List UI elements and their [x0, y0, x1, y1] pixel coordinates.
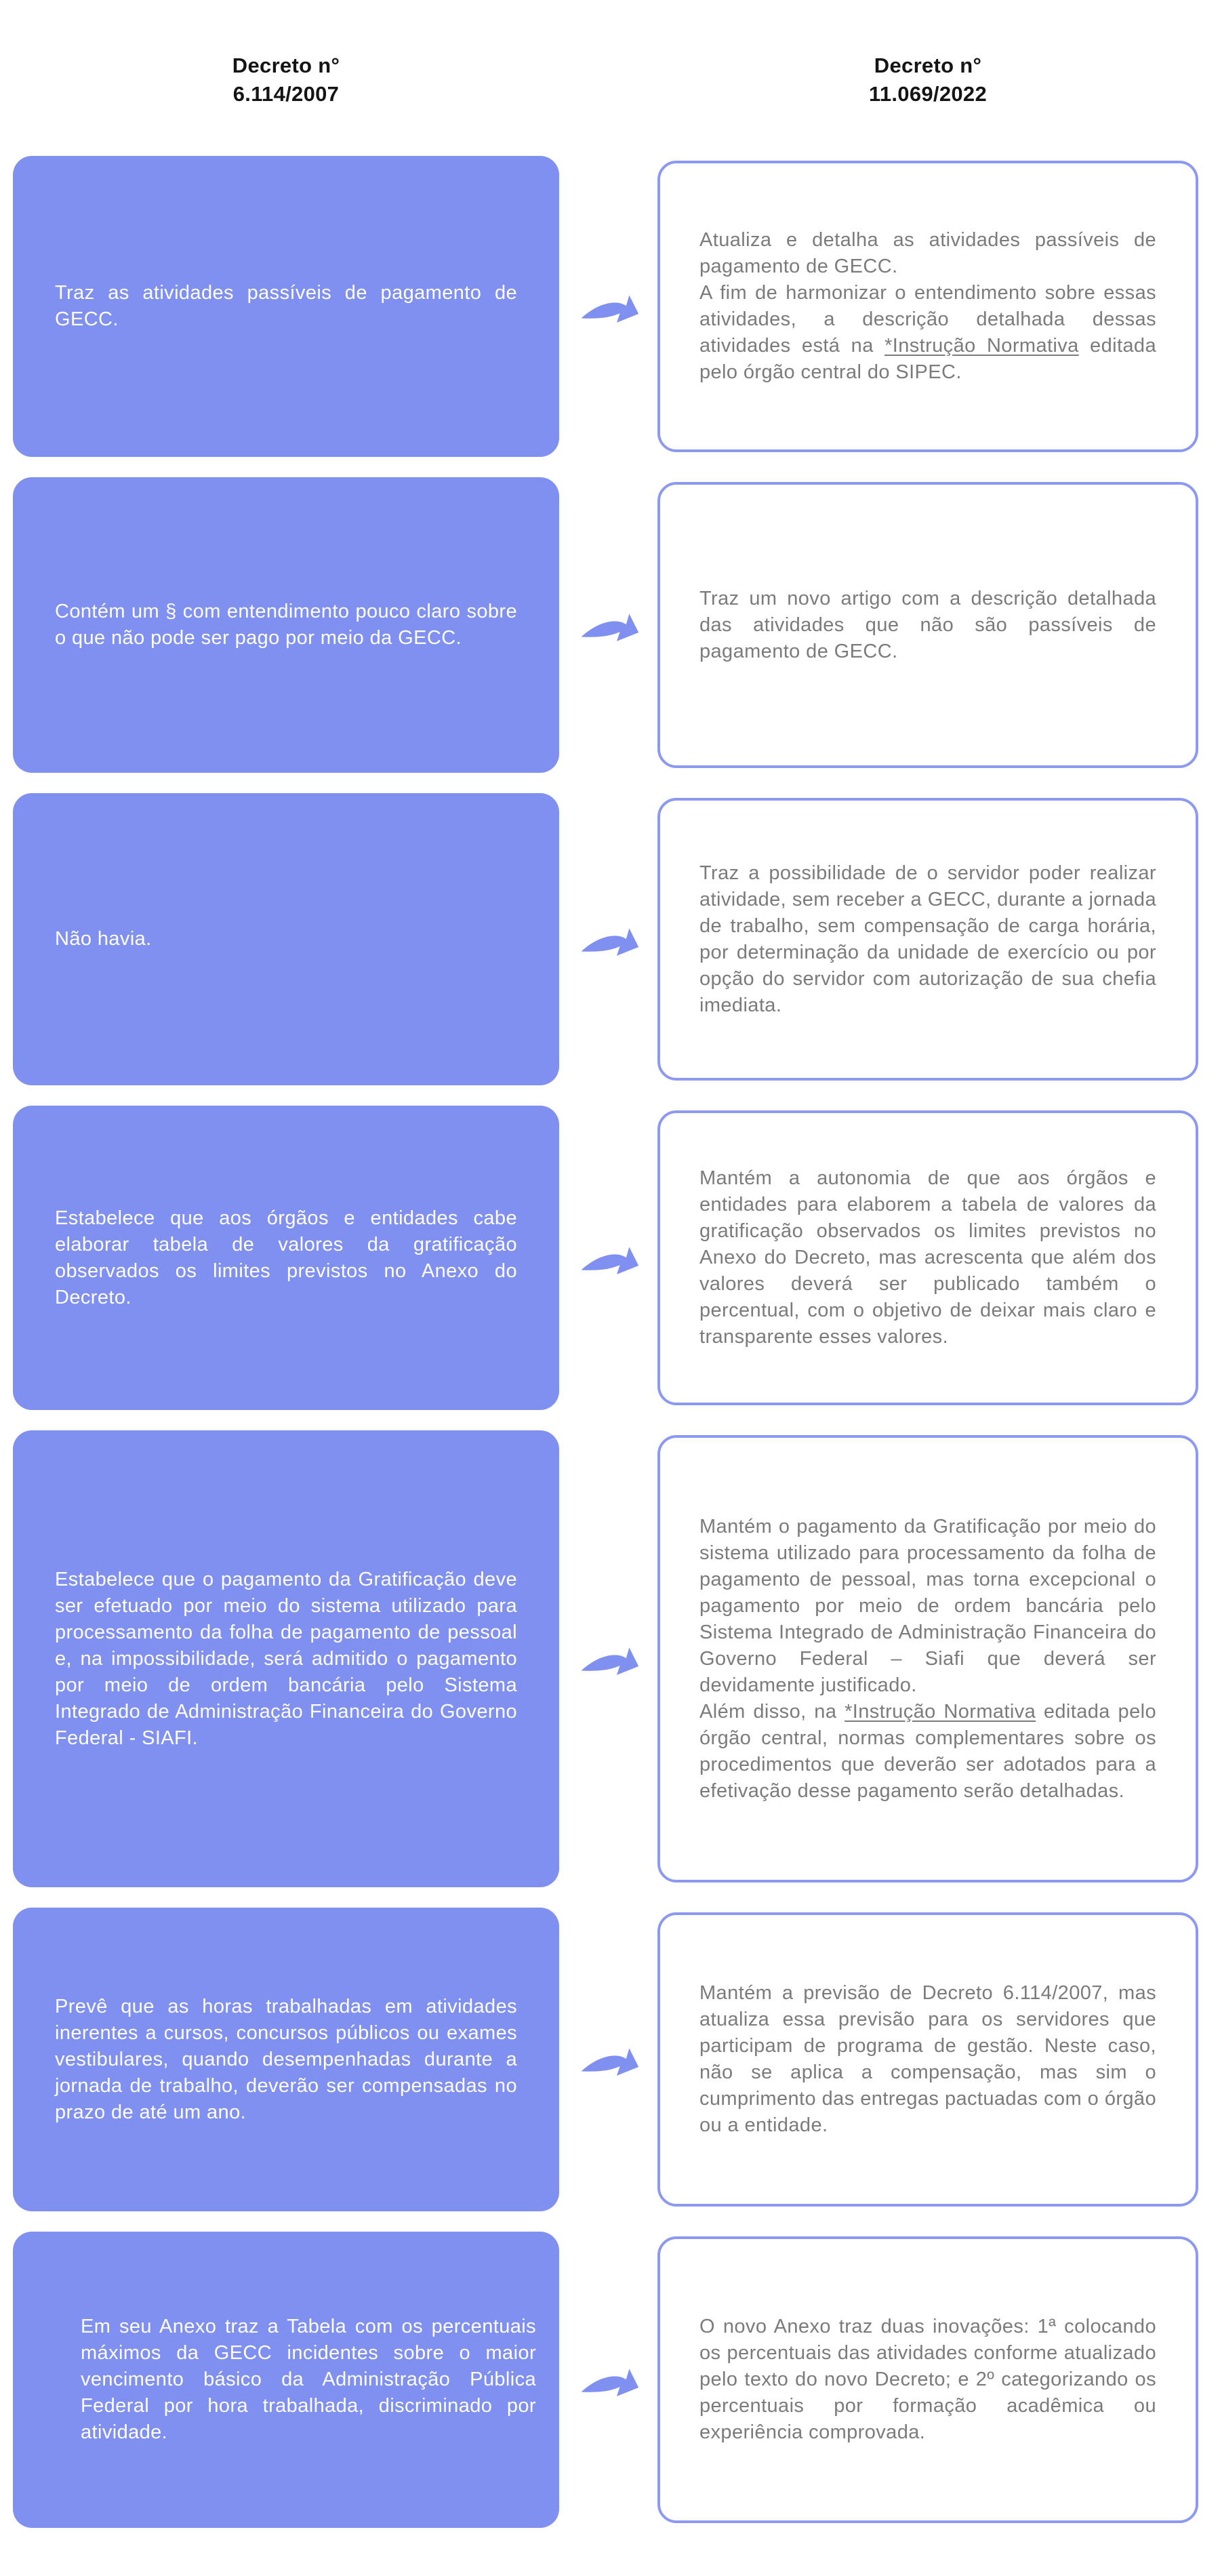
comparison-row-7 [13, 2232, 1198, 2528]
curved-arrow-icon [577, 285, 640, 327]
arrow-cell-3 [559, 793, 657, 1085]
old-decree-card-3 [13, 793, 559, 1085]
arrow-cell-1 [559, 156, 657, 457]
header-decreto-6114 [13, 52, 559, 108]
new-decree-card-3 [657, 798, 1198, 1081]
old-decree-card-1 [13, 156, 559, 457]
header-decreto-11069-line2: 11.069/2022 [869, 82, 987, 106]
new-decree-text-4: Mantém a autonomia de que aos órgãos e entidades para elaborem a tabela de valores da gratificação observados os limites previstos no Anexo do Decreto, mas acrescenta que além dos valores deverá ser publicado também o percentual, com o objetivo de deixar mais claro e transparente esses valores. [699, 1167, 1156, 1348]
new-decree-text-5: Mantém o pagamento da Gratificação por meio do sistema utilizado para processamento da folha de pagamento de pessoal, mas torna excepcional o pagamento por meio de ordem bancária pelo Sistema Integrado de Administração Financeira do Governo Federal – Siafi que deverá ser devidamente justificado. Além disso, na *Instrução Normativa editada pelo órgão central, normas complementares sobre os procedimentos que deverão ser adotados para a efetivação desse pagamento serão detalhadas. [699, 1515, 1156, 1802]
old-decree-card-2 [13, 477, 559, 773]
header-decreto-11069 [657, 52, 1198, 108]
old-decree-card-5 [13, 1430, 559, 1887]
new-decree-text-6: Mantém a previsão de Decreto 6.114/2007, mas atualiza essa previsão para os servidores que participam de programa de gestão. Neste caso, não se aplica a compensação, mas sim o cumprimento das entregas pactuadas com o órgão ou a entidade. [699, 1982, 1156, 2136]
curved-arrow-icon [577, 2359, 640, 2401]
comparison-row-5 [13, 1430, 1198, 1887]
comparison-row-1 [13, 156, 1198, 457]
arrow-cell-6 [559, 1908, 657, 2211]
curved-arrow-icon [577, 2038, 640, 2080]
comparison-rows [0, 156, 1220, 2528]
arrow-cell-2 [559, 477, 657, 773]
header-decreto-6114-line2: 6.114/2007 [232, 82, 340, 106]
column-headers [13, 52, 1198, 108]
header-decreto-11069-line1: Decreto n° [874, 54, 982, 77]
old-decree-text-7: Em seu Anexo traz a Tabela com os percentuais máximos da GECC incidentes sobre o maior vencimento básico da Administração Pública Federal por hora trabalhada, discriminado por atividade. [81, 2316, 536, 2443]
old-decree-card-7 [13, 2232, 559, 2528]
old-decree-text-1: Traz as atividades passíveis de pagamento de GECC. [55, 282, 517, 330]
arrow-cell-4 [559, 1106, 657, 1410]
header-decreto-6114-line1: Decreto n° [232, 54, 340, 77]
new-decree-text-7: O novo Anexo traz duas inovações: 1ª colocando os percentuais das atividades conforme atualizado pelo texto do novo Decreto; e 2º categorizando os percentuais por formação acadêmica ou experiência comprovada. [699, 2316, 1156, 2443]
arrow-cell-5 [559, 1430, 657, 1887]
curved-arrow-icon [577, 1638, 640, 1680]
new-decree-card-2 [657, 482, 1198, 768]
old-decree-card-6 [13, 1908, 559, 2211]
old-decree-text-3: Não havia. [55, 928, 152, 950]
header-spacer [559, 52, 657, 108]
comparison-row-2 [13, 477, 1198, 773]
new-decree-text-1: Atualiza e detalha as atividades passíveis de pagamento de GECC. A fim de harmonizar o entendimento sobre essas atividades, a descrição detalhada dessas atividades está na *Instrução Normativa editada pelo órgão central do SIPEC. [699, 229, 1156, 383]
arrow-cell-7 [559, 2232, 657, 2528]
new-decree-card-6 [657, 1912, 1198, 2207]
new-decree-card-7 [657, 2236, 1198, 2523]
comparison-row-3 [13, 793, 1198, 1085]
old-decree-text-4: Estabelece que aos órgãos e entidades cabe elaborar tabela de valores da gratificação observados os limites previstos no Anexo do Decreto. [55, 1207, 517, 1308]
curved-arrow-icon [577, 1237, 640, 1279]
old-decree-text-5: Estabelece que o pagamento da Gratificação deve ser efetuado por meio do sistema utilizado para processamento da folha de pagamento de pessoal e, na impossibilidade, será admitido o pagamento por meio de ordem bancária pelo Sistema Integrado de Administração Financeira do Governo Federal - SIAFI. [55, 1568, 517, 1749]
new-decree-text-2: Traz um novo artigo com a descrição detalhada das atividades que não são passíveis de pagamento de GECC. [699, 587, 1156, 662]
old-decree-text-6: Prevê que as horas trabalhadas em atividades inerentes a cursos, concursos públicos ou exames vestibulares, quando desempenhadas durante a jornada de trabalho, deverão ser compensadas no prazo de até um ano. [55, 1995, 517, 2123]
new-decree-card-5 [657, 1435, 1198, 1883]
old-decree-card-4 [13, 1106, 559, 1410]
comparison-row-6 [13, 1908, 1198, 2211]
comparison-row-4 [13, 1106, 1198, 1410]
new-decree-card-1 [657, 161, 1198, 452]
old-decree-text-2: Contém um § com entendimento pouco claro sobre o que não pode ser pago por meio da GECC. [55, 601, 517, 649]
curved-arrow-icon [577, 604, 640, 646]
new-decree-card-4 [657, 1110, 1198, 1405]
new-decree-text-3: Traz a possibilidade de o servidor poder realizar atividade, sem receber a GECC, durante a jornada de trabalho, sem compensação de carga horária, por determinação da unidade de exercício ou por opção do servidor com autorização de sua chefia imediata. [699, 862, 1156, 1016]
curved-arrow-icon [577, 919, 640, 961]
